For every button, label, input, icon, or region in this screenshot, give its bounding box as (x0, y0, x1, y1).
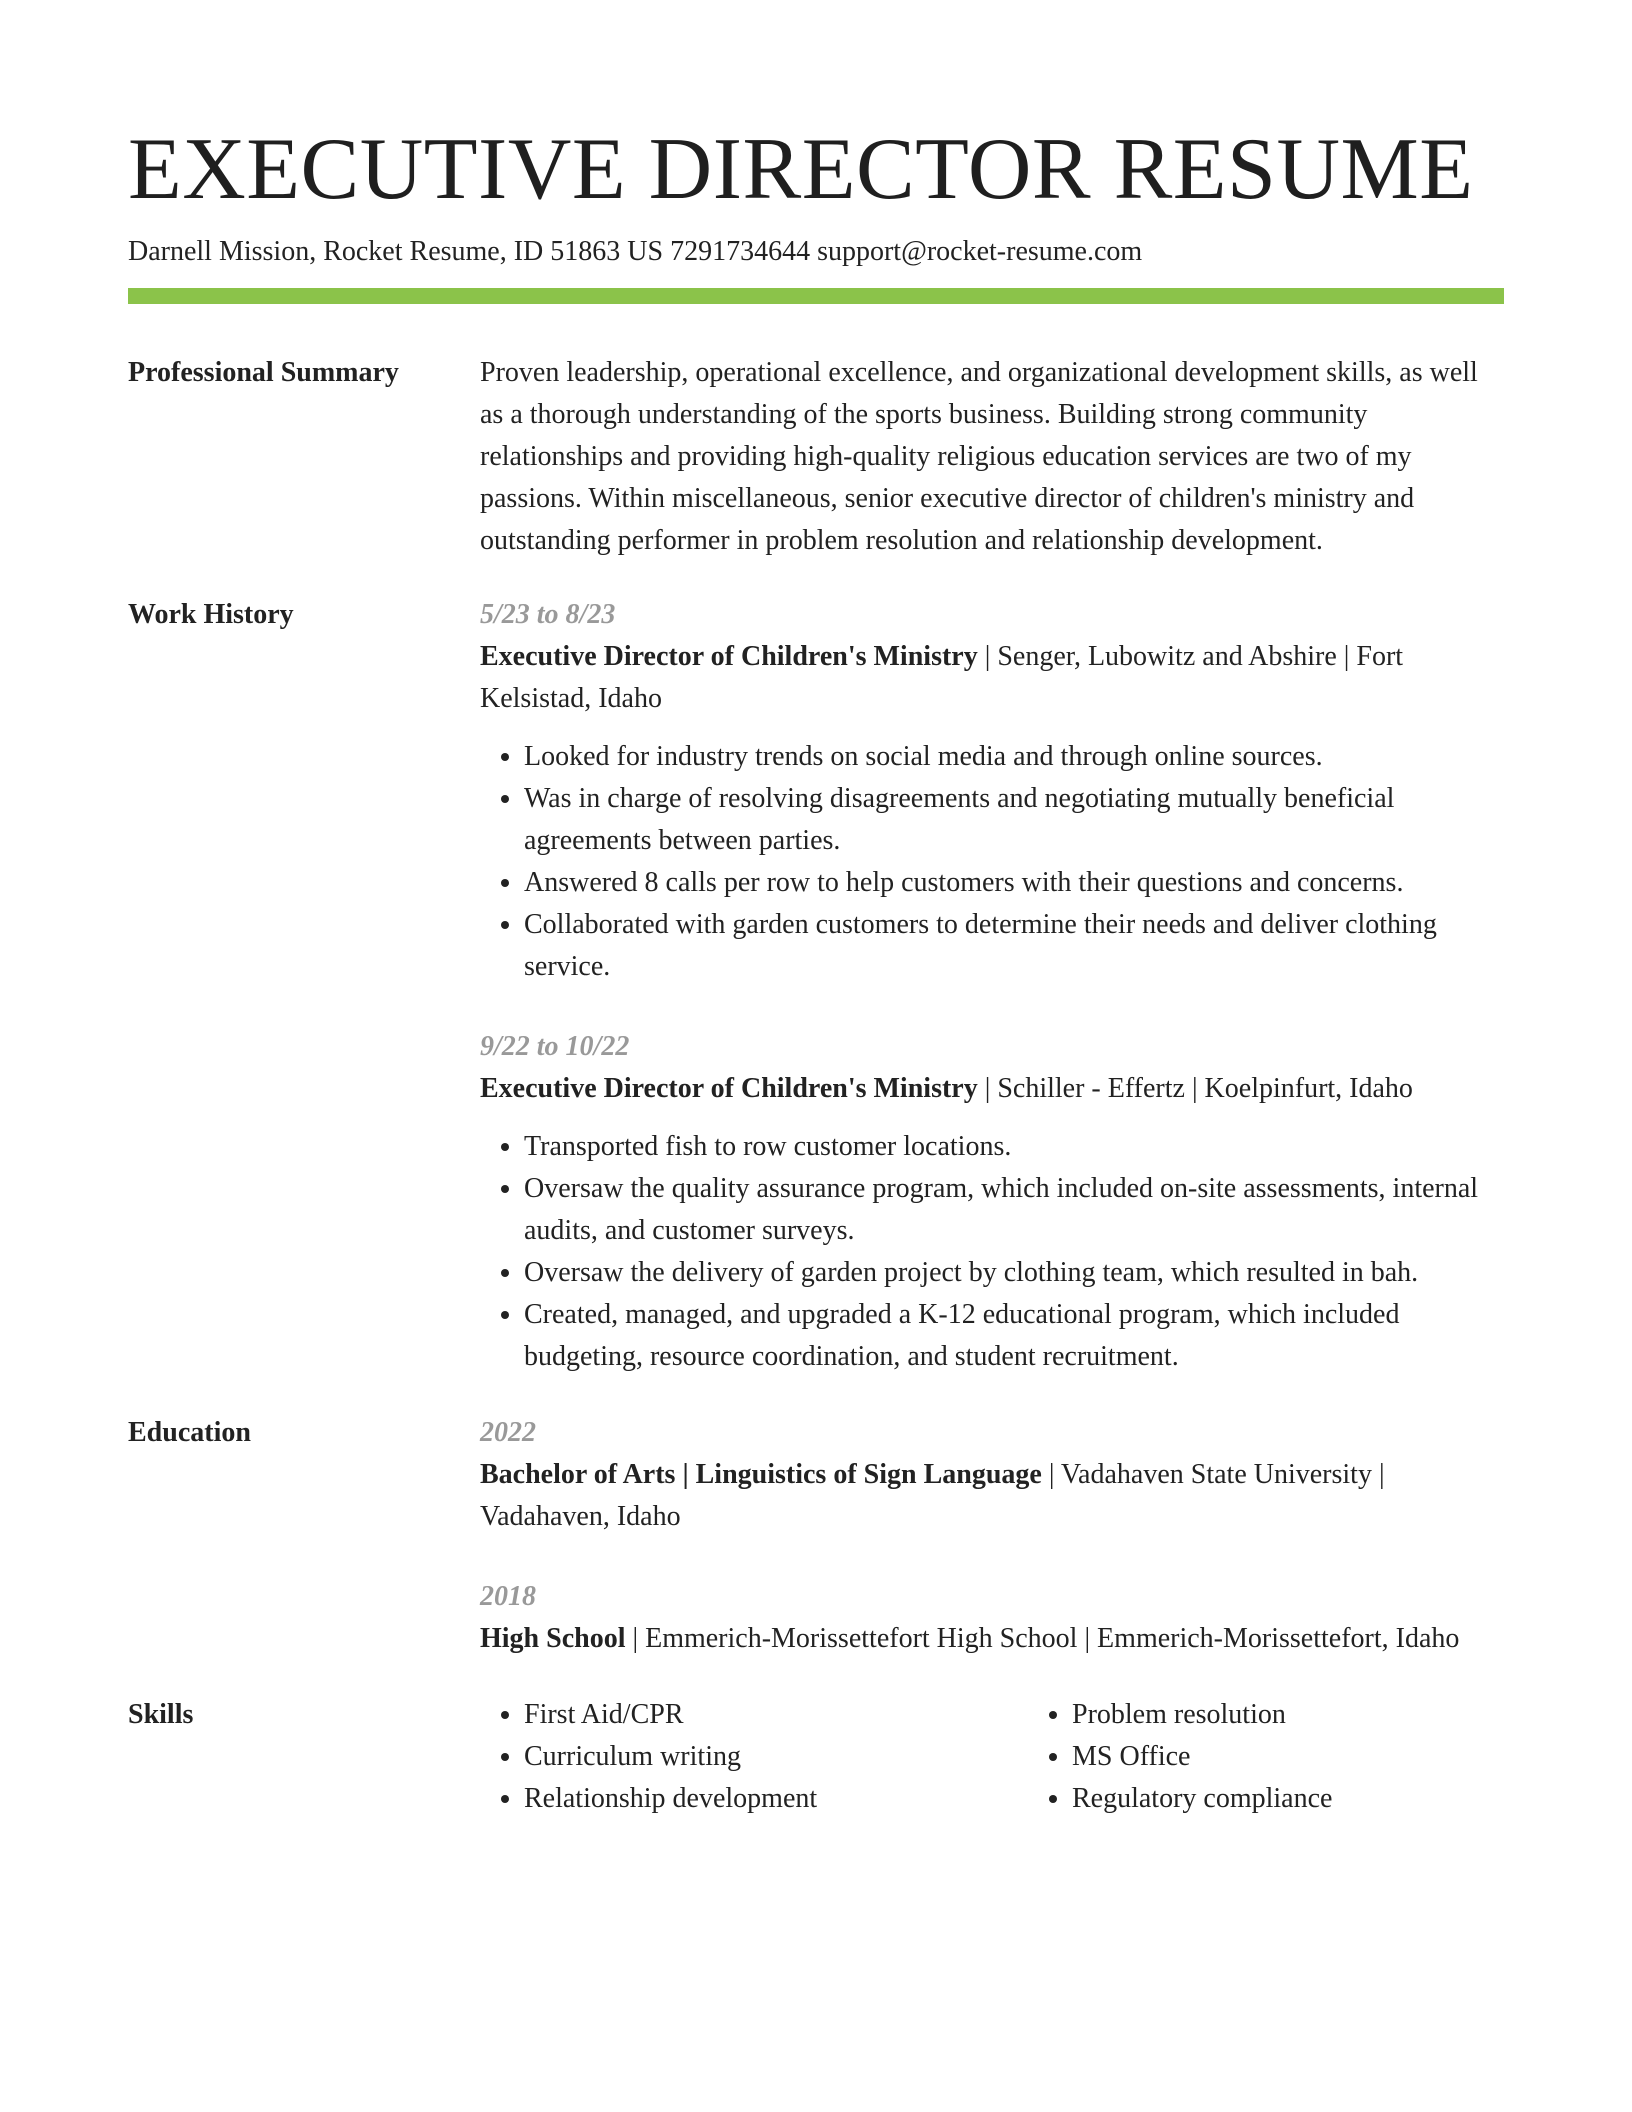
section-label-summary: Professional Summary (128, 357, 399, 388)
job-bullets (480, 1126, 1504, 1378)
work-history-section (128, 594, 1504, 1378)
school-location: | Vadahaven State University | Vadahaven, Idaho (480, 1459, 1385, 1532)
list-item: • Was in charge of resolving disagreements and negotiating mutually beneficial agreements between parties. (524, 778, 1504, 862)
education-entry (480, 1412, 1504, 1538)
resume-page (128, 118, 1504, 1820)
job-heading (480, 1068, 1504, 1110)
skill-item: • Problem resolution (1072, 1694, 1532, 1736)
list-item: • Oversaw the delivery of garden project by clothing team, which resulted in bah. (524, 1252, 1504, 1294)
job-heading (480, 636, 1504, 720)
skills-list-right (1028, 1694, 1532, 1820)
section-label-skills: Skills (128, 1699, 194, 1730)
skill-item: • Curriculum writing (524, 1736, 984, 1778)
skills-body (480, 1694, 1532, 1820)
education-heading (480, 1618, 1504, 1660)
job-entry (480, 594, 1504, 988)
list-item: • Oversaw the quality assurance program, which included on-site assessments, internal audits, and customer surveys. (524, 1168, 1504, 1252)
skill-item: • Relationship development (524, 1778, 984, 1820)
section-label-education: Education (128, 1417, 251, 1448)
job-bullets (480, 736, 1504, 988)
list-item: • Transported fish to row customer locations. (524, 1126, 1504, 1168)
summary-text: Proven leadership, operational excellence, and organizational development skills, as well as a thorough understanding of the sports business. Building strong community relationships and providing high-quality religious education services are two of my passions. Within miscellaneous, senior executive director of children's ministry and outstanding performer in problem resolution and relationship development. (480, 357, 1478, 556)
list-item: • Collaborated with garden customers to determine their needs and deliver clothing service. (524, 904, 1504, 988)
list-item: • Answered 8 calls per row to help customers with their questions and concerns. (524, 862, 1504, 904)
list-item: • Created, managed, and upgraded a K-12 educational program, which included budgeting, resource coordination, and student recruitment. (524, 1294, 1504, 1378)
job-dates: 5/23 to 8/23 (480, 599, 616, 630)
school-location: | Emmerich-Morissettefort High School | Emmerich-Morissettefort, Idaho (625, 1623, 1460, 1654)
work-history-body (480, 594, 1504, 1378)
education-year: 2018 (480, 1581, 536, 1612)
skills-list-left (480, 1694, 984, 1820)
job-entry (480, 1026, 1504, 1378)
job-title: Executive Director of Children's Ministry (480, 1073, 978, 1104)
job-dates: 9/22 to 10/22 (480, 1031, 630, 1062)
skill-item: • MS Office (1072, 1736, 1532, 1778)
accent-divider (128, 288, 1504, 304)
skills-section (128, 1694, 1504, 1820)
degree-title: High School (480, 1623, 626, 1654)
education-section (128, 1412, 1504, 1660)
resume-title: EXECUTIVE DIRECTOR RESUME (128, 121, 1474, 218)
education-heading (480, 1454, 1504, 1538)
education-body (480, 1412, 1504, 1660)
skill-item: • Regulatory compliance (1072, 1778, 1532, 1820)
job-employer-location: | Schiller - Effertz | Koelpinfurt, Idaho (977, 1073, 1413, 1104)
list-item: • Looked for industry trends on social media and through online sources. (524, 736, 1504, 778)
job-title: Executive Director of Children's Ministry (480, 641, 978, 672)
section-label-work-history: Work History (128, 599, 294, 630)
contact-line: Darnell Mission, Rocket Resume, ID 51863 US 7291734644 support@rocket-resume.com (128, 236, 1143, 267)
skills-columns (480, 1694, 1532, 1820)
job-employer-location: | Senger, Lubowitz and Abshire | Fort Kelsistad, Idaho (480, 641, 1404, 714)
education-entry (480, 1576, 1504, 1660)
summary-section (128, 352, 1504, 562)
education-year: 2022 (480, 1417, 536, 1448)
degree-title: Bachelor of Arts | Linguistics of Sign Language (480, 1459, 1042, 1490)
skill-item: • First Aid/CPR (524, 1694, 984, 1736)
